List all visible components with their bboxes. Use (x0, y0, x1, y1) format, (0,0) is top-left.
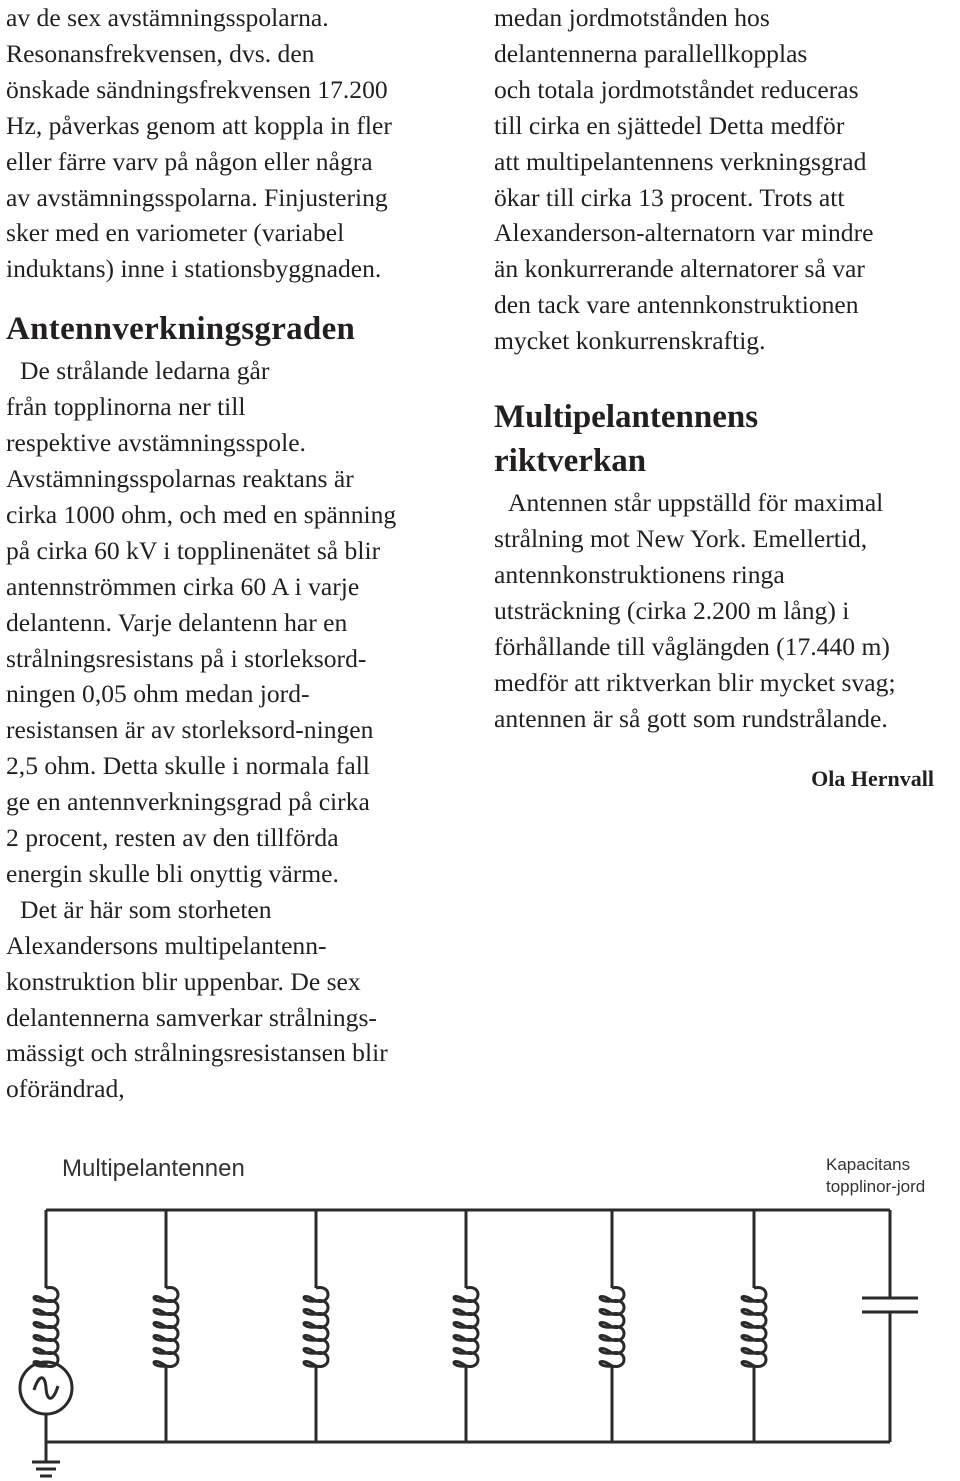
heading-line-2: riktverkan (494, 443, 647, 480)
text-line: den tack vare antennkonstruktionen (494, 290, 859, 320)
tuning-coil (34, 1287, 58, 1366)
text-line: eller färre varv på någon eller några (6, 146, 373, 176)
text-line: resistansen är av storleksord-ningen (6, 715, 374, 745)
right-intro-paragraph (494, 0, 956, 359)
text-line: antennen är så gott som rundstrålande. (494, 703, 888, 733)
text-line: sker med en variometer (variabel (6, 218, 345, 248)
text-line: Det är här som storheten (20, 894, 272, 924)
text-line: strålning mot New York. Emellertid, (494, 523, 868, 553)
text-line: oförändrad, (6, 1074, 125, 1104)
text-line: delantenn. Varje delantenn har en (6, 607, 348, 637)
text-line: mycket konkurrenskraftig. (494, 326, 766, 356)
text-line: Hz, påverkas genom att koppla in fler (6, 110, 392, 140)
text-line: induktans) inne i stationsbyggnaden. (6, 254, 382, 284)
text-line: konstruktion blir uppenbar. De sex (6, 966, 361, 996)
text-line: cirka 1000 ohm, och med en spänning (6, 499, 397, 529)
text-line: 2,5 ohm. Detta skulle i normala fall (6, 751, 370, 781)
figure-title: Multipelantennen (62, 1155, 245, 1182)
text-line: energin skulle bli onyttig värme. (6, 858, 339, 888)
text-line: Alexandersons multipelantenn- (6, 930, 327, 960)
text-line: medan jordmotstånden hos (494, 3, 770, 32)
tuning-coil (304, 1287, 328, 1366)
text-line: Antennen står uppställd för maximal (508, 488, 884, 518)
text-line: delantennerna samverkar strålnings- (6, 1002, 377, 1032)
text-line: och totala jordmotståndet reduceras (494, 74, 859, 104)
capacitance-label-line1: Kapacitans (826, 1155, 911, 1174)
tuning-coil (600, 1287, 624, 1366)
text-line: ge en antennverkningsgrad på cirka (6, 787, 370, 817)
text-line: av de sex avstämningsspolarna. (6, 3, 329, 32)
text-line: av avstämningsspolarna. Finjustering (6, 182, 388, 212)
text-line: Resonansfrekvensen, dvs. den (6, 38, 315, 68)
text-line: än konkurrerande alternatorer så var (494, 254, 865, 284)
text-line: delantennerna parallellkopplas (494, 38, 808, 68)
text-line: på cirka 60 kV i topplinenätet så blir (6, 535, 381, 565)
text-line: antennkonstruktionens ringa (494, 559, 785, 589)
heading-antennverkningsgraden: Antennverkningsgraden (6, 311, 356, 348)
text-line: mässigt och strålningsresistansen blir (6, 1038, 388, 1068)
left-intro-paragraph (6, 0, 476, 287)
antenna-circuit-diagram (0, 1140, 960, 1481)
text-line: förhållande till våglängden (17.440 m) (494, 631, 890, 661)
text-line: strålningsresistans på i storleksord- (6, 643, 367, 673)
sine-wave-icon (34, 1378, 58, 1399)
author-signature: Ola Hernvall (811, 766, 934, 792)
right-body-paragraph (494, 485, 956, 736)
heading-multipelantennens-riktverkan (494, 395, 956, 483)
capacitance-label-line2: topplinor-jord (826, 1177, 926, 1196)
text-line: De strålande ledarna går (20, 356, 270, 386)
text-line: Avstämningsspolarnas reaktans är (6, 463, 354, 493)
left-column (6, 0, 476, 1107)
text-line: utsträckning (cirka 2.200 m lång) i (494, 595, 850, 625)
tuning-coil (454, 1287, 478, 1366)
left-body-paragraph (6, 353, 476, 1107)
tuning-coil (154, 1287, 178, 1366)
heading-line-1: Multipelantennens (494, 399, 759, 436)
text-line: respektive avstämningsspole. (6, 428, 306, 458)
circuit-wires (20, 1210, 918, 1476)
tuning-coil (742, 1287, 766, 1366)
text-line: antennströmmen cirka 60 A i varje (6, 571, 360, 601)
text-line: ökar till cirka 13 procent. Trots att (494, 182, 845, 212)
text-line: Alexanderson-alternatorn var mindre (494, 218, 874, 248)
text-line: 2 procent, resten av den tillförda (6, 823, 339, 853)
text-line: medför att riktverkan blir mycket svag; (494, 667, 896, 697)
text-line: från topplinorna ner till (6, 392, 246, 422)
text-line: önskade sändningsfrekvensen 17.200 (6, 74, 388, 104)
text-line: att multipelantennens verkningsgrad (494, 146, 867, 176)
text-line: till cirka en sjättedel Detta medför (494, 110, 845, 140)
text-line: ningen 0,05 ohm medan jord- (6, 679, 310, 709)
right-column (494, 0, 956, 792)
